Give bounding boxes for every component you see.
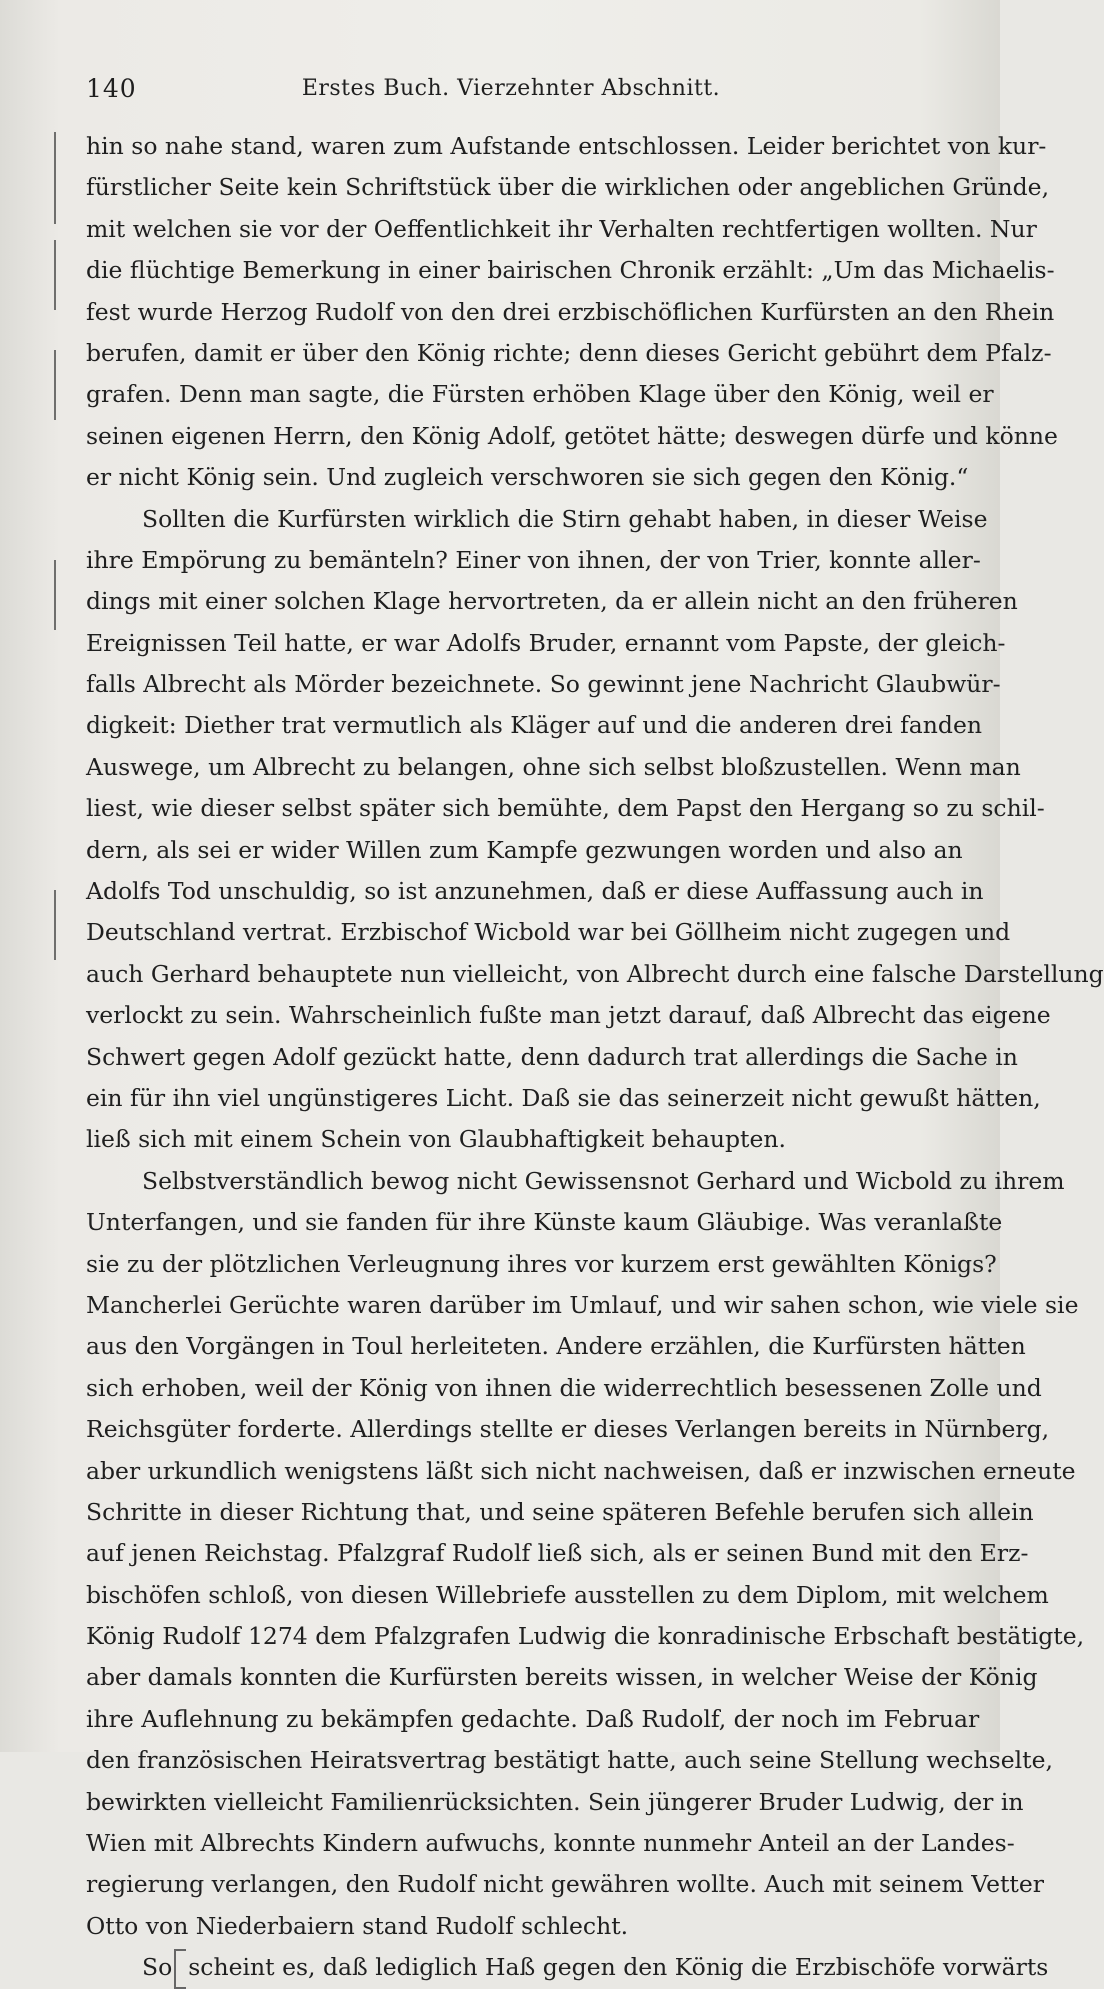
text-line: sich erhoben, weil der König von ihnen die widerrechtlich besessenen Zolle und — [86, 1373, 1042, 1402]
text-line: Deutschland vertrat. Erzbischof Wicbold war bei Göllheim nicht zugegen und — [86, 918, 1011, 947]
page-number: 140 — [86, 74, 137, 103]
text-line: er nicht König sein. Und zugleich verschworen sie sich gegen den König.“ — [86, 463, 969, 492]
insertion-bracket-mark — [174, 1949, 186, 1989]
text-line: mit welchen sie vor der Oeffentlichkeit ihr Verhalten rechtfertigen wollten. Nur — [86, 214, 1037, 243]
text-line: bewirkten vielleicht Familienrücksichten. Sein jüngerer Bruder Ludwig, der in — [86, 1787, 1024, 1816]
text-line: Wien mit Albrechts Kindern aufwuchs, konnte nunmehr Anteil an der Landes- — [86, 1829, 1015, 1858]
margin-mark — [54, 132, 56, 224]
margin-mark — [54, 560, 56, 630]
text-line: berufen, damit er über den König richte; denn dieses Gericht gebührt dem Pfalz- — [86, 338, 1052, 367]
text-line: ein für ihn viel ungünstigeres Licht. Daß sie das seinerzeit nicht gewußt hätten, — [86, 1083, 1041, 1112]
text-line: ihre Empörung zu bemänteln? Einer von ihnen, der von Trier, konnte aller- — [86, 545, 981, 574]
text-line: digkeit: Diether trat vermutlich als Kläger auf und die anderen drei fanden — [86, 711, 982, 740]
text-line: ließ sich mit einem Schein von Glaubhaftigkeit behaupten. — [86, 1125, 786, 1154]
text-line: regierung verlangen, den Rudolf nicht gewähren wollte. Auch mit seinem Vetter — [86, 1870, 1045, 1899]
text-line: aus den Vorgängen in Toul herleiteten. Andere erzählen, die Kurfürsten hätten — [86, 1332, 1026, 1361]
text-line: aber damals konnten die Kurfürsten bereits wissen, in welcher Weise der König — [86, 1663, 1038, 1692]
body-text — [86, 126, 1104, 1989]
text-line: aber urkundlich wenigstens läßt sich nicht nachweisen, daß er inzwischen erneute — [86, 1456, 1076, 1485]
text-line: den französischen Heiratsvertrag bestätigt hatte, auch seine Stellung wechselte, — [86, 1746, 1053, 1775]
text-line: bischöfen schloß, von diesen Willebriefe ausstellen zu dem Diplom, mit welchem — [86, 1580, 1049, 1609]
text-line: dings mit einer solchen Klage hervortreten, da er allein nicht an den früheren — [86, 587, 1018, 616]
text-line: Unterfangen, und sie fanden für ihre Künste kaum Gläubige. Was veranlaßte — [86, 1208, 1003, 1237]
final-line-start: So — [142, 1953, 173, 1982]
text-line: falls Albrecht als Mörder bezeichnete. So gewinnt jene Nachricht Glaubwür- — [86, 670, 1001, 699]
text-line: Adolfs Tod unschuldig, so ist anzunehmen, daß er diese Auffassung auch in — [86, 877, 984, 906]
text-line: Selbstverständlich bewog nicht Gewissensnot Gerhard und Wicbold zu ihrem — [142, 1166, 1065, 1195]
margin-mark — [54, 890, 56, 960]
text-line: grafen. Denn man sagte, die Fürsten erhöben Klage über den König, weil er — [86, 380, 994, 409]
text-line: hin so nahe stand, waren zum Aufstande entschlossen. Leider berichtet von kur- — [86, 132, 1047, 160]
text-line: Otto von Niederbaiern stand Rudolf schlecht. — [86, 1911, 629, 1940]
text-line: Ereignissen Teil hatte, er war Adolfs Bruder, ernannt vom Papste, der gleich- — [86, 628, 1006, 657]
text-line: dern, als sei er wider Willen zum Kampfe gezwungen worden und also an — [86, 835, 963, 864]
text-line: Auswege, um Albrecht zu belangen, ohne sich selbst bloßzustellen. Wenn man — [86, 752, 1021, 781]
text-line: Schritte in dieser Richtung that, und seine späteren Befehle berufen sich allein — [86, 1497, 1034, 1526]
text-line: Sollten die Kurfürsten wirklich die Stirn gehabt haben, in dieser Weise — [142, 504, 988, 533]
text-line: auf jenen Reichstag. Pfalzgraf Rudolf ließ sich, als er seinen Bund mit den Erz- — [86, 1539, 1029, 1568]
text-line: ihre Auflehnung zu bekämpfen gedachte. Daß Rudolf, der noch im Februar — [86, 1704, 980, 1733]
page-header — [86, 74, 936, 114]
text-line: verlockt zu sein. Wahrscheinlich fußte man jetzt darauf, daß Albrecht das eigene — [86, 1001, 1051, 1030]
text-line: fest wurde Herzog Rudolf von den drei erzbischöflichen Kurfürsten an den Rhein — [86, 297, 1055, 326]
text-line: die flüchtige Bemerkung in einer bairischen Chronik erzählt: „Um das Michaelis- — [86, 256, 1055, 285]
running-title: Erstes Buch. Vierzehnter Abschnitt. — [301, 76, 721, 101]
margin-mark — [54, 240, 56, 310]
final-line-rest: scheint es, daß lediglich Haß gegen den König die Erzbischöfe vorwärts — [188, 1953, 1049, 1982]
text-line: seinen eigenen Herrn, den König Adolf, getötet hätte; deswegen dürfe und könne — [86, 421, 1058, 450]
text-line: Schwert gegen Adolf gezückt hatte, denn dadurch trat allerdings die Sache in — [86, 1042, 1018, 1071]
text-line: sie zu der plötzlichen Verleugnung ihres vor kurzem erst gewählten Königs? — [86, 1249, 997, 1278]
text-line: Mancherlei Gerüchte waren darüber im Umlauf, und wir sahen schon, wie viele sie — [86, 1290, 1079, 1319]
text-line: auch Gerhard behauptete nun vielleicht, von Albrecht durch eine falsche Darstellung — [86, 959, 1104, 988]
margin-mark — [54, 350, 56, 420]
text-line-final — [86, 1947, 1049, 1988]
text-line: fürstlicher Seite kein Schriftstück über die wirklichen oder angeblichen Gründe, — [86, 173, 1050, 202]
text-line: liest, wie dieser selbst später sich bemühte, dem Papst den Hergang so zu schil- — [86, 794, 1045, 823]
text-line: Reichsgüter forderte. Allerdings stellte er dieses Verlangen bereits in Nürnberg, — [86, 1415, 1050, 1444]
text-line: König Rudolf 1274 dem Pfalzgrafen Ludwig die konradinische Erbschaft bestätigte, — [86, 1622, 1085, 1651]
